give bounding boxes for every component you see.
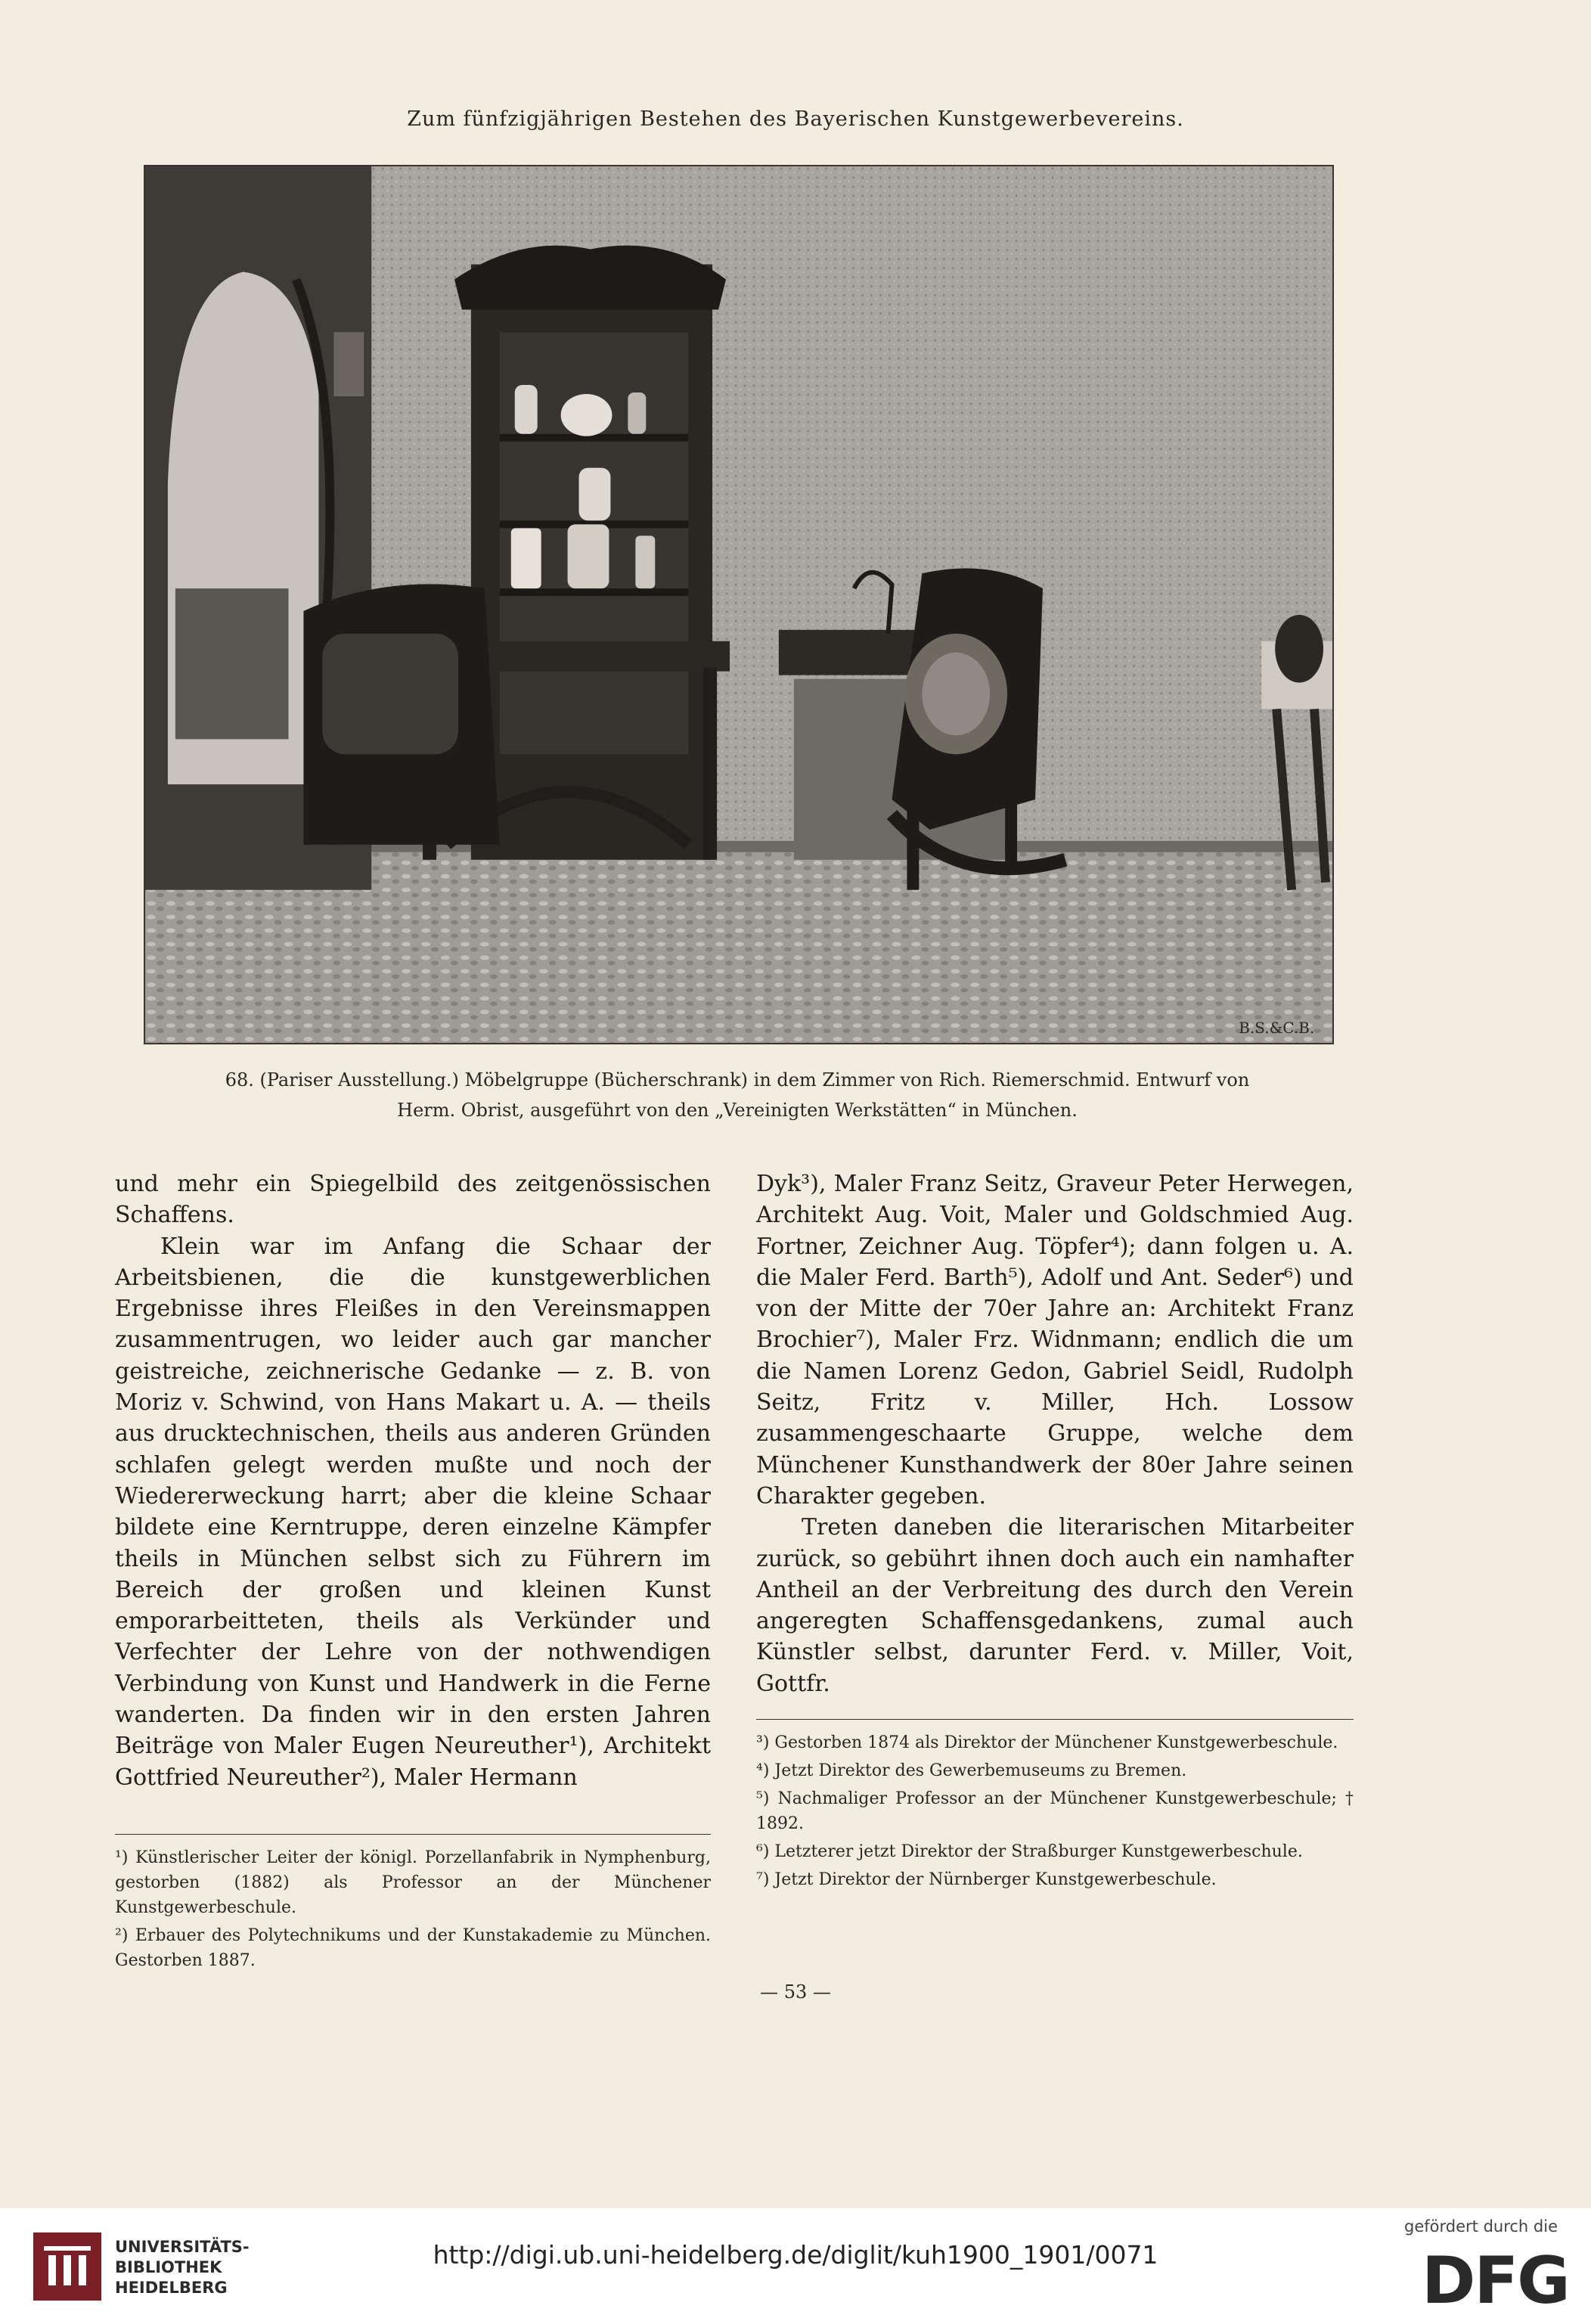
page-number: — 53 —: [760, 1981, 831, 2003]
footnotes-left: [115, 1845, 711, 1976]
footnote: ³) Gestorben 1874 als Direktor der Münchener Kunstgewerbeschule.: [756, 1733, 1338, 1752]
figure-caption: [113, 1065, 1361, 1125]
photo-monogram: B.S.&C.B.: [1239, 1019, 1315, 1038]
furniture-photograph: [144, 165, 1334, 1044]
paragraph: und mehr ein Spiegelbild des zeitgenössischen Schaffens.: [115, 1171, 711, 1229]
footnotes-right: [756, 1730, 1354, 1895]
body-column-right: [756, 1168, 1354, 1699]
paragraph: Klein war im Anfang die Schaar der Arbeitsbienen, die die kunstgewerblichen Ergebnisse ihres Fleißes in den Vereinsmappen zusammentrugen, wo leider auch gar mancher geistreiche, zeichnerische Gedanke — z. B. von Moriz v. Schwind, von Hans Makart u. A. — theils aus drucktechnischen, theils aus anderen Gründen schlafen gelegt werden mußte und noch der Wiedererweckung harrt; aber die kleine Schaar bildete eine Kerntruppe, deren einzelne Kämpfer theils in München selbst sich zu Führern im Bereich der großen und kleinen Kunst emporarbeitteten, theils als Verkünder und Verfechter der Lehre von der nothwendigen Verbindung von Kunst und Handwerk in die Ferne wanderten. Da finden wir in den ersten Jahren Beiträge von Maler Eugen Neureuther¹), Architekt Gottfried Neureuther²), Maler Hermann: [115, 1233, 711, 1791]
dfg-logo: DFG: [1422, 2243, 1569, 2319]
footnote: ⁷) Jetzt Direktor der Nürnberger Kunstgewerbeschule.: [756, 1870, 1217, 1889]
footnote: ¹) Künstlerischer Leiter der königl. Porzellanfabrik in Nymphenburg, gestorben (1882) als Professor an der Münchener Kunstgewerbeschule.: [115, 1848, 711, 1917]
wall-mirror: [333, 332, 364, 396]
sponsor-label: gefördert durch die: [1404, 2217, 1558, 2236]
footnote: ⁴) Jetzt Direktor des Gewerbemuseums zu Bremen.: [756, 1761, 1187, 1780]
paragraph: Treten daneben die literarischen Mitarbeiter zurück, so gebührt ihnen doch auch ein namhafter Antheil an der Verbreitung des durch den Verein angeregten Schaffensgedankens, zumal auch Künstler selbst, darunter Ferd. v. Miller, Voit, Gottfr.: [756, 1514, 1354, 1697]
photo-illustration: [145, 166, 1332, 1043]
body-column-left: [115, 1168, 711, 1793]
footnote: ⁵) Nachmaliger Professor an der Münchener Kunstgewerbeschule; † 1892.: [756, 1789, 1354, 1833]
footnote-rule-right: [756, 1719, 1354, 1720]
footnote: ²) Erbauer des Polytechnikums und der Kunstakademie zu München. Gestorben 1887.: [115, 1926, 711, 1970]
caption-line-1: 68. (Pariser Ausstellung.) Möbelgruppe (Bücherschrank) in dem Zimmer von Rich. Riemerschmid. Entwurf von: [225, 1069, 1250, 1091]
paragraph: Dyk³), Maler Franz Seitz, Graveur Peter Herwegen, Architekt Aug. Voit, Maler und Goldschmied Aug. Fortner, Zeichner Aug. Töpfer⁴); dann folgen u. A. die Maler Ferd. Barth⁵), Adolf und Ant. Seder⁶) und von der Mitte der 70er Jahre an: Architekt Franz Brochier⁷), Maler Frz. Widnmann; endlich die um die Namen Lorenz Gedon, Gabriel Seidl, Rudolph Seitz, Fritz v. Miller, Hch. Lossow zusammengeschaarte Gruppe, welche dem Münchener Kunsthandwerk der 80er Jahre seinen Charakter gegeben.: [756, 1171, 1354, 1510]
library-name: UNIVERSITÄTS- BIBLIOTHEK HEIDELBERG: [115, 2238, 250, 2297]
caption-line-2: Herm. Obrist, ausgeführt von den „Vereinigten Werkstätten“ in München.: [397, 1100, 1078, 1121]
footnote-rule-left: [115, 1834, 711, 1835]
permalink[interactable]: http://digi.ub.uni-heidelberg.de/diglit/kuh1900_1901/0071: [433, 2240, 1158, 2270]
footnote: ⁶) Letzterer jetzt Direktor der Straßburger Kunstgewerbeschule.: [756, 1842, 1303, 1861]
running-head: Zum fünfzigjährigen Bestehen des Bayerischen Kunstgewerbevereins.: [407, 107, 1184, 131]
